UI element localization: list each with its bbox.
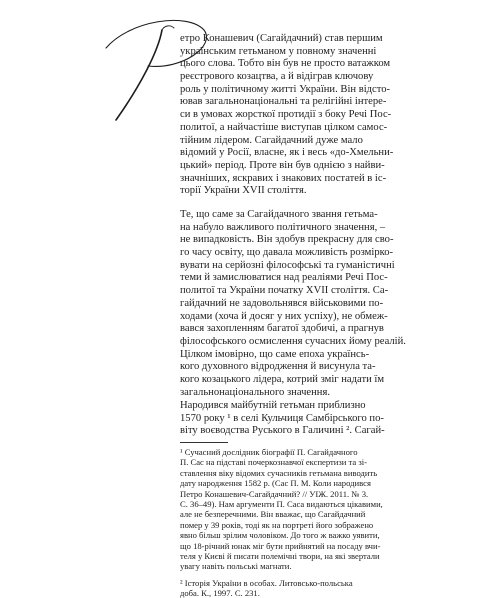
footnote-line: С. 36–49). Нам аргументи П. Саса видаються цікавими, (180, 498, 383, 509)
text-line: ходами (хоча й досяг у них успіху), не обмеж- (180, 310, 388, 322)
paragraph-3 (180, 400, 430, 438)
text-line: политої, а найчастіше виступав цілком самос- (180, 121, 388, 133)
paragraph-1 (180, 33, 430, 198)
text-line: філософського осмислення сучасних йому реалій. (180, 335, 406, 347)
footnote-line: Петро Конашевич-Сагайдачний? // УІЖ. 2011. № 3. (180, 488, 369, 499)
text-line: віту воєводства Руського в Галичині ². Сагай- (180, 425, 385, 437)
footnote-line: що 18-річний юнак міг бути прийнятий на посаду вчи- (180, 540, 381, 551)
footnote-line: доба. К., 1997. С. 231. (180, 588, 260, 598)
text-line: роль у політичному житті України. Він відсто- (180, 83, 391, 95)
text-line: цього слова. Тобто він був не просто ватажком (180, 58, 391, 70)
text-line: 1570 року ¹ в селі Кульчиця Самбірського по- (180, 412, 384, 424)
text-line: цький» період. Проте він був однією з найви- (180, 159, 385, 171)
text-line: си в умовах жорсткої протидії з боку Речі Пос- (180, 109, 392, 121)
paragraph-2 (180, 209, 430, 399)
text-line: теми й замислюватися над реаліями Речі Пос- (180, 272, 388, 284)
footnote-2 (180, 578, 430, 598)
footnote-line: явно більш зрілим чоловіком. До того ж важко уявити, (180, 530, 380, 541)
text-line: етро Конашевич (Сагайдачний) став першим (180, 33, 383, 44)
footnote-line: помер у 39 років, тоді як на портреті його зображено (180, 519, 374, 530)
text-line: не випадковість. Він здобув прекрасну для сво- (180, 234, 394, 246)
text-line: вався захопленням багатої здобичі, а прагнув (180, 323, 384, 335)
text-line: гайдачний не задовольнявся військовими по- (180, 297, 384, 309)
footnote-line: П. Сас на підставі почеркознавчої експертизи та зі- (180, 457, 368, 468)
text-line: тійним лідером. Сагайдачний дуже мало (180, 134, 363, 146)
footnote-line: ¹ Сучасний дослідник біографії П. Сагайдачного (180, 447, 358, 457)
text-line: Цілком імовірно, що саме епоха українсь- (180, 348, 370, 360)
footnote-separator (180, 442, 228, 443)
footnote-line: дату народження 1582 р. (Сас П. М. Коли народився (180, 478, 371, 489)
text-line: загальнонаціонального значення. (180, 386, 330, 398)
footnote-1 (180, 447, 430, 572)
text-line: українським гетьманом у повному значенні (180, 45, 377, 57)
text-line: відомий у Росії, власне, як і весь «до-Хмельни- (180, 147, 394, 159)
text-line: кого козацького лідера, котрий зміг надати їм (180, 373, 385, 385)
footnote-line: теля у Києві й писати полемічні твори, на які звертали (180, 550, 380, 561)
text-line: кого духовного відродження й висунула та- (180, 361, 376, 373)
text-line: политої та України початку XVII століття. Са- (180, 285, 389, 297)
footnotes (180, 447, 430, 598)
footnote-line: увагу навіть польські магнати. (180, 561, 292, 572)
text-line: на набуло важливого політичного значення, – (180, 221, 386, 233)
text-line: вувати на серйозні філософські та гуманістичні (180, 259, 395, 271)
footnote-line: ставлення віку відомих сучасників гетьмана виводить (180, 467, 378, 478)
text-line: реєстрового козацтва, а й відіграв ключову (180, 71, 374, 83)
text-line: торії України XVII століття. (180, 185, 307, 197)
footnote-line: але не безперечними. Він вважає, що Сагайдачний (180, 509, 366, 520)
text-line: значніших, яскравих і знакових постатей в іс- (180, 172, 387, 184)
text-line: го часу освіту, що давала можливість розмірко- (180, 247, 394, 259)
text-line: ював загальнонаціональні та релігійні інтере- (180, 96, 387, 108)
text-line: Те, що саме за Сагайдачного звання гетьма- (180, 209, 378, 220)
footnote-line: ² Історія України в особах. Литовсько-польська (180, 577, 353, 588)
text-line: Народився майбутній гетьман приблизно (180, 400, 366, 411)
